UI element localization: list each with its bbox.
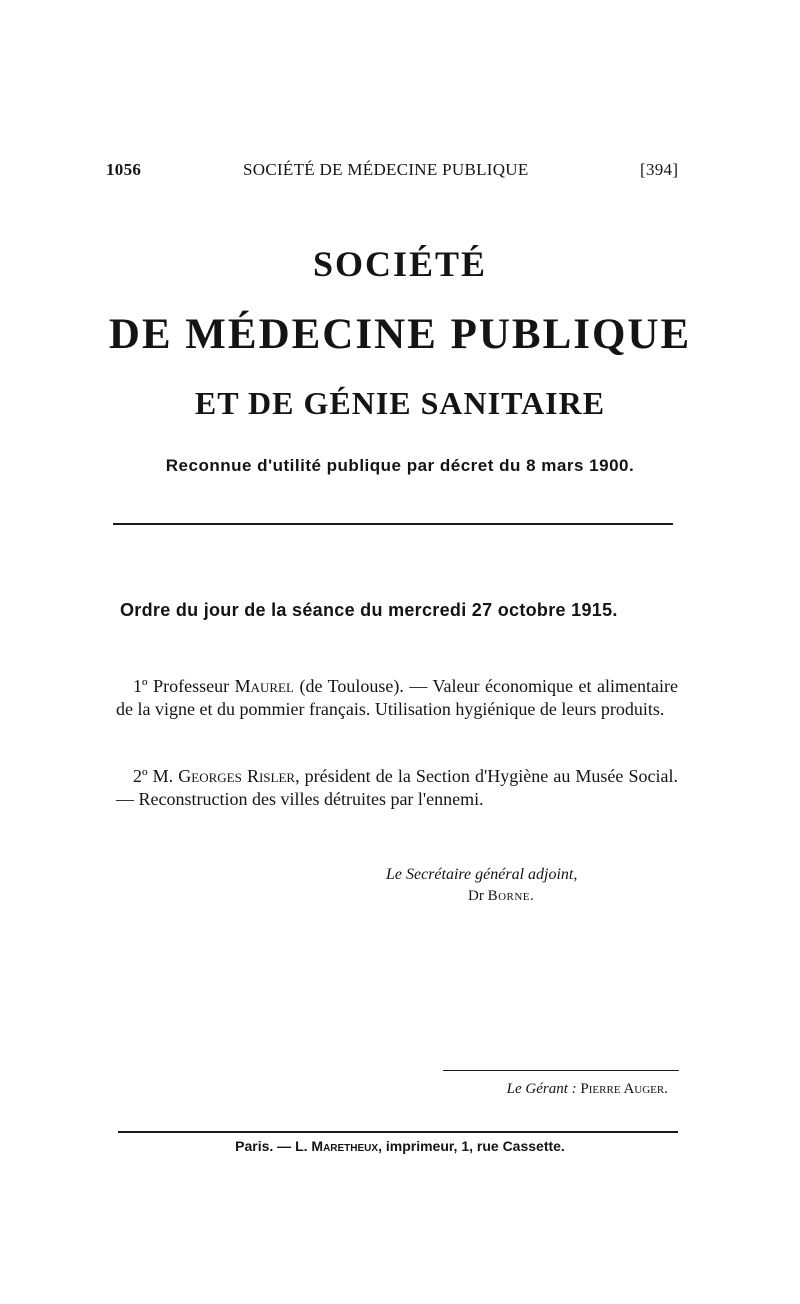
agenda-item-2 — [116, 765, 678, 811]
society-title-line-1: SOCIÉTÉ — [312, 244, 488, 284]
printer-suffix: , imprimeur, 1, rue Cassette. — [378, 1138, 565, 1154]
agenda-item-prefix: 1º Professeur — [133, 676, 235, 696]
gerant-name: Pierre Auger. — [580, 1081, 668, 1097]
society-subtitle: Reconnue d'utilité publique par décret du 8 mars 1900. — [165, 456, 635, 475]
bracket-page-number: [394] — [640, 160, 679, 179]
gerant-line — [0, 1081, 668, 1098]
printer-name: Maretheux — [311, 1138, 379, 1154]
society-title-line-2: DE MÉDECINE PUBLIQUE — [108, 311, 692, 358]
signatory-title: Dr — [468, 888, 488, 904]
gerant-divider — [443, 1070, 679, 1071]
agenda-item-text: , président de la Section d'Hygiène au Musée Social. — Reconstruction des villes détruites par l'ennemi. — [116, 766, 679, 809]
page-number: 1056 — [106, 160, 142, 179]
agenda-heading: Ordre du jour de la séance du mercredi 27 octobre 1915. — [120, 600, 618, 620]
speaker-name: Georges Risler — [178, 766, 296, 786]
signatory-surname: Borne. — [487, 888, 535, 904]
signatory-name — [468, 888, 534, 905]
agenda-item-prefix: 2º M. — [133, 766, 179, 786]
gerant-label: Le Gérant : — [506, 1081, 581, 1097]
printer-imprint — [0, 1138, 800, 1154]
agenda-item-text: (de Toulouse). — Valeur économique et alimentaire de la vigne et du pommier français. Utilisation hygiénique de leurs produits. — [116, 676, 678, 719]
speaker-name: Maurel — [234, 676, 294, 696]
printer-prefix: Paris. — L. — [235, 1138, 312, 1154]
society-title-line-3: ET DE GÉNIE SANITAIRE — [194, 385, 606, 421]
title-divider — [113, 523, 673, 525]
signatory-role: Le Secrétaire général adjoint, — [386, 866, 578, 883]
running-title: SOCIÉTÉ DE MÉDECINE PUBLIQUE — [243, 160, 529, 179]
printer-divider — [118, 1131, 678, 1133]
agenda-item-1 — [116, 675, 678, 721]
